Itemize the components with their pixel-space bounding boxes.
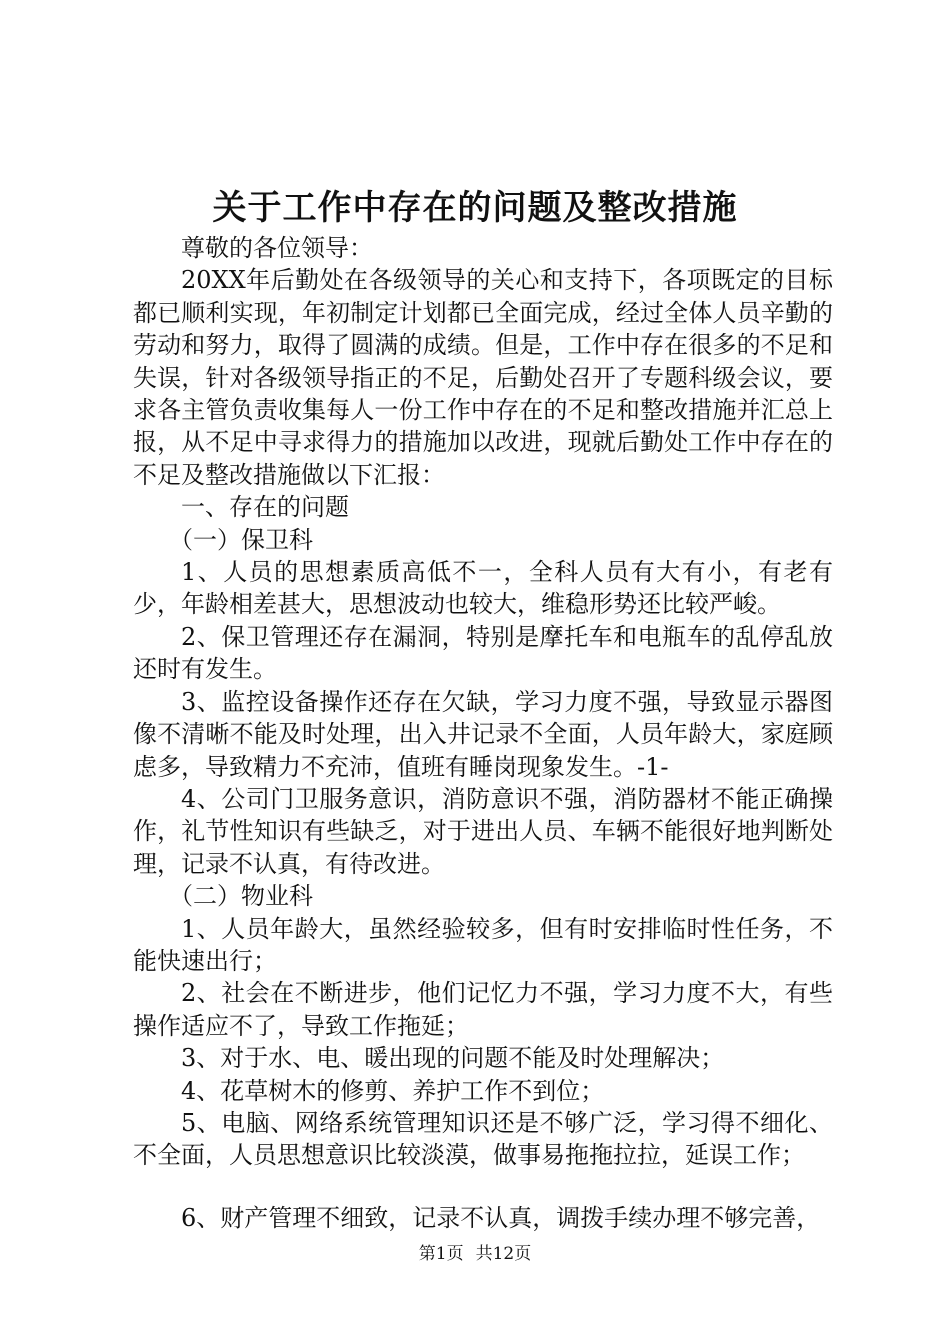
page-number: 第1页 bbox=[418, 1244, 464, 1264]
list-item: 6、财产管理不细致，记录不认真，调拨手续办理不够完善， bbox=[181, 1203, 821, 1232]
list-item: 1、人员的思想素质高低不一，全科人员有大有小，有老有少，年龄相差甚大，思想波动也较大，维稳形势还比较严峻。 bbox=[133, 558, 833, 619]
document-title: 关于工作中存在的问题及整改措施 bbox=[212, 188, 738, 228]
section-heading: 一、存在的问题 bbox=[181, 493, 349, 522]
page-total: 共12页 bbox=[475, 1244, 532, 1264]
intro-paragraph: 20XX年后勤处在各级领导的关心和支持下，各项既定的目标都已顺利实现，年初制定计划都已全面完成，经过全体人员辛勤的劳动和努力，取得了圆满的成绩。但是，工作中存在很多的不足和失误，针对各级领导指正的不足，后勤处召开了专题科级会议，要求各主管负责收集每人一份工作中存在的不足和整改措施并汇总上报，从不足中寻求得力的措施加以改进，现就后勤处工作中存在的不足及整改措施做以下汇报： bbox=[133, 266, 833, 489]
list-item: 3、监控设备操作还存在欠缺，学习力度不强，导致显示器图像不清晰不能及时处理，出入井记录不全面，人员年龄大，家庭顾虑多，导致精力不充沛，值班有睡岗现象发生。-1- bbox=[133, 687, 833, 781]
salutation: 尊敬的各位领导： bbox=[181, 234, 373, 262]
page-footer bbox=[0, 1242, 950, 1266]
list-item: 4、公司门卫服务意识，消防意识不强，消防器材不能正确操作，礼节性知识有些缺乏，对于进出人员、车辆不能很好地判断处理，记录不认真，有待改进。 bbox=[133, 784, 833, 878]
list-item: 1、人员年龄大，虽然经验较多，但有时安排临时性任务，不能快速出行； bbox=[133, 914, 833, 975]
document-body bbox=[133, 232, 833, 1234]
list-item: 5、电脑、网络系统管理知识还是不够广泛，学习得不细化、不全面，人员思想意识比较淡漠，做事易拖拖拉拉，延误工作； bbox=[133, 1108, 833, 1170]
list-item: 2、保卫管理还存在漏洞，特别是摩托车和电瓶车的乱停乱放还时有发生。 bbox=[133, 622, 833, 684]
list-item: 4、花草树木的修剪、养护工作不到位； bbox=[181, 1076, 605, 1105]
subsection-heading: （二）物业科 bbox=[169, 882, 313, 911]
subsection-heading: （一）保卫科 bbox=[169, 525, 313, 554]
list-item: 2、社会在不断进步，他们记忆力不强，学习力度不大，有些操作适应不了，导致工作拖延； bbox=[133, 979, 833, 1040]
list-item: 3、对于水、电、暖出现的问题不能及时处理解决； bbox=[181, 1044, 725, 1073]
